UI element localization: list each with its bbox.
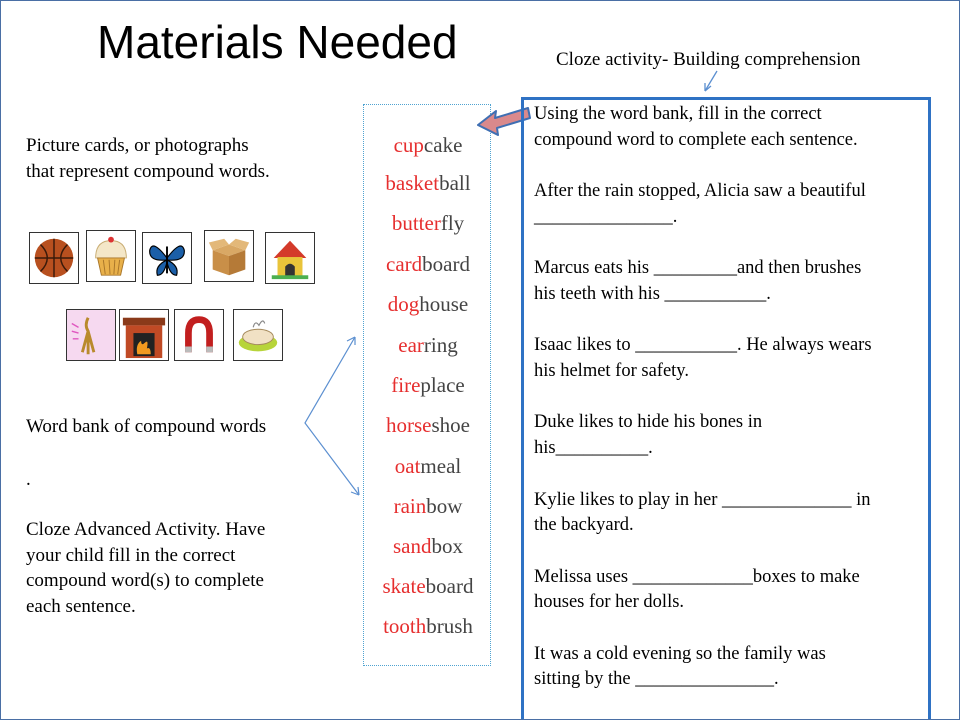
cloze-activity-box — [521, 97, 931, 720]
cloze-line: the backyard. — [534, 515, 634, 536]
word-first-part: skate — [382, 574, 426, 598]
cupcake-icon — [86, 230, 136, 282]
cloze-advanced-line: your child fill in the correct — [26, 544, 236, 566]
dot-text: . — [26, 469, 31, 490]
word-second-part: meal — [420, 454, 462, 478]
cloze-line: his teeth with his ___________. — [534, 283, 771, 304]
cardboard-box-icon — [204, 230, 254, 282]
word-bank-item — [364, 574, 492, 599]
word-first-part: rain — [393, 494, 427, 518]
word-second-part: fly — [440, 211, 465, 235]
basketball-icon — [29, 232, 79, 284]
word-second-part: board — [422, 252, 470, 276]
cloze-line: Isaac likes to ___________. He always wears — [534, 335, 872, 356]
word-bank-text: Word bank of compound words — [26, 416, 267, 437]
word-bank-item — [364, 614, 492, 639]
word-second-part: box — [431, 534, 463, 558]
word-bank — [363, 104, 491, 666]
word-first-part: ear — [398, 333, 424, 357]
word-second-part: ring — [423, 333, 458, 357]
cloze-advanced-line: Cloze Advanced Activity. Have — [26, 519, 266, 540]
word-second-part: place — [420, 373, 465, 397]
cloze-line: Melissa uses _____________boxes to make — [534, 566, 860, 587]
cloze-advanced-text — [26, 517, 265, 619]
word-bank-item — [364, 211, 492, 236]
cloze-line: Duke likes to hide his bones in — [534, 412, 763, 433]
cloze-line: _______________. — [534, 206, 678, 227]
word-second-part: ball — [439, 171, 471, 195]
word-bank-item — [364, 133, 492, 158]
word-first-part: tooth — [383, 614, 427, 638]
cloze-heading: Cloze activity- Building comprehension — [556, 49, 861, 70]
cloze-line: houses for her dolls. — [534, 592, 685, 613]
word-second-part: board — [425, 574, 474, 598]
word-first-part: card — [386, 252, 423, 276]
word-bank-item — [364, 373, 492, 398]
oatmeal-icon — [233, 309, 283, 361]
picture-cards-text — [26, 133, 270, 184]
word-second-part: brush — [426, 614, 473, 638]
page-title: Materials Needed — [97, 16, 458, 68]
picture-cards-line: Picture cards, or photographs — [26, 135, 249, 156]
word-second-part: bow — [426, 494, 463, 518]
cloze-line: Marcus eats his _________and then brushes — [534, 258, 862, 279]
word-first-part: oat — [394, 454, 421, 478]
word-second-part: cake — [423, 133, 463, 157]
doghouse-icon — [265, 232, 315, 284]
cloze-advanced-line: compound word(s) to complete — [26, 570, 264, 591]
word-second-part: house — [419, 292, 469, 316]
cloze-line: compound word to complete each sentence. — [534, 129, 858, 150]
cloze-line: his__________. — [534, 438, 653, 459]
bracket-arrow-icon — [301, 331, 363, 501]
word-first-part: basket — [385, 171, 440, 195]
cloze-line: After the rain stopped, Alicia saw a beautiful — [534, 181, 866, 202]
word-bank-item — [364, 171, 492, 196]
butterfly-icon — [142, 232, 192, 284]
word-bank-item — [364, 292, 492, 317]
word-first-part: butter — [391, 211, 441, 235]
word-bank-item — [364, 454, 492, 479]
cloze-line: It was a cold evening so the family was — [534, 643, 826, 664]
word-first-part: fire — [391, 373, 421, 397]
word-bank-item — [364, 252, 492, 277]
word-bank-item — [364, 494, 492, 519]
word-bank-item — [364, 534, 492, 559]
word-first-part: sand — [393, 534, 432, 558]
word-first-part: horse — [386, 413, 432, 437]
word-first-part: dog — [387, 292, 420, 316]
cloze-line: Kylie likes to play in her ______________ in — [534, 489, 871, 510]
word-bank-item — [364, 333, 492, 358]
fireplace-icon — [119, 309, 169, 361]
cloze-line: sitting by the _______________. — [534, 669, 779, 690]
cloze-line: his helmet for safety. — [534, 361, 689, 381]
word-second-part: shoe — [431, 413, 470, 437]
earring-icon — [66, 309, 116, 361]
picture-cards-line: that represent compound words. — [26, 160, 270, 182]
cloze-advanced-line: each sentence. — [26, 595, 136, 617]
word-bank-item — [364, 413, 492, 438]
small-arrow-icon — [691, 69, 721, 97]
cloze-line: Using the word bank, fill in the correct — [534, 104, 822, 124]
word-first-part: cup — [393, 133, 424, 157]
horseshoe-icon — [174, 309, 224, 361]
